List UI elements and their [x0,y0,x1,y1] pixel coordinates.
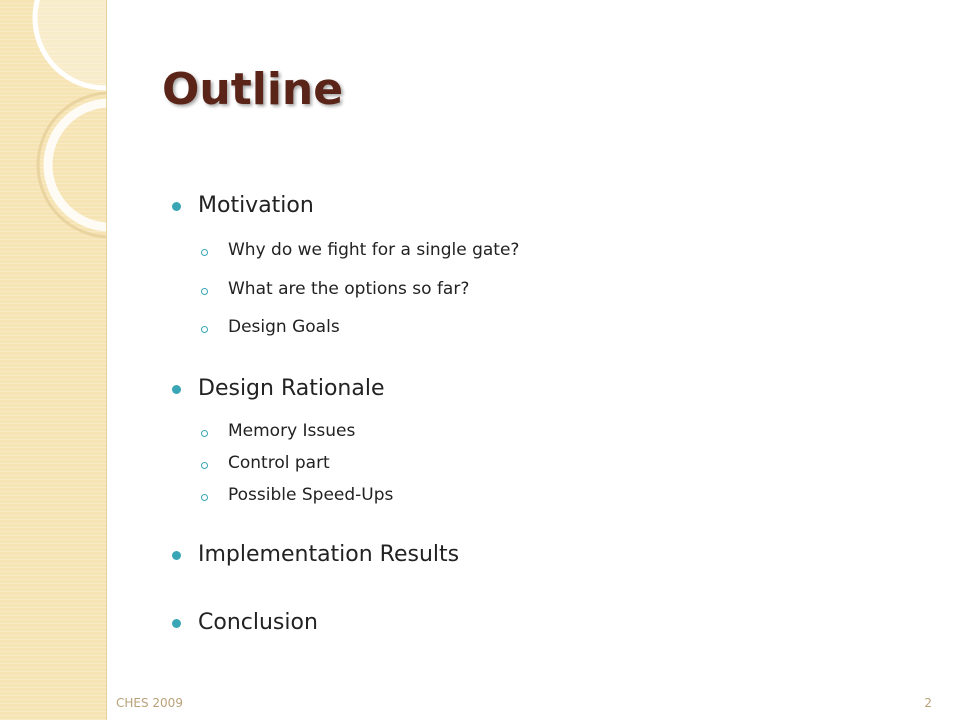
bullet-dot-icon [172,551,181,560]
decorative-side-band [0,0,107,720]
outline-item: Implementation Results [198,542,460,567]
outline-item: Design Rationale [198,376,385,401]
outline-subitem: Why do we fight for a single gate? [228,240,520,260]
bullet-ring-icon [201,249,208,256]
outline-subitem: What are the options so far? [228,279,470,299]
bullet-ring-icon [201,494,208,501]
bullet-ring-icon [201,288,208,295]
bullet-ring-icon [201,430,208,437]
bullet-dot-icon [172,619,181,628]
bullet-ring-icon [201,462,208,469]
decorative-circles [0,0,106,720]
outline-subitem: Control part [228,453,330,473]
outline-item: Motivation [198,193,314,218]
outline-item: Conclusion [198,610,318,635]
bullet-dot-icon [172,202,181,211]
outline-subitem: Design Goals [228,317,340,337]
bullet-dot-icon [172,385,181,394]
slide-title: Outline [162,64,344,115]
footer-conference: CHES 2009 [116,696,183,710]
page-number: 2 [924,696,932,710]
outline-subitem: Memory Issues [228,421,356,441]
outline-subitem: Possible Speed-Ups [228,485,394,505]
bullet-ring-icon [201,326,208,333]
